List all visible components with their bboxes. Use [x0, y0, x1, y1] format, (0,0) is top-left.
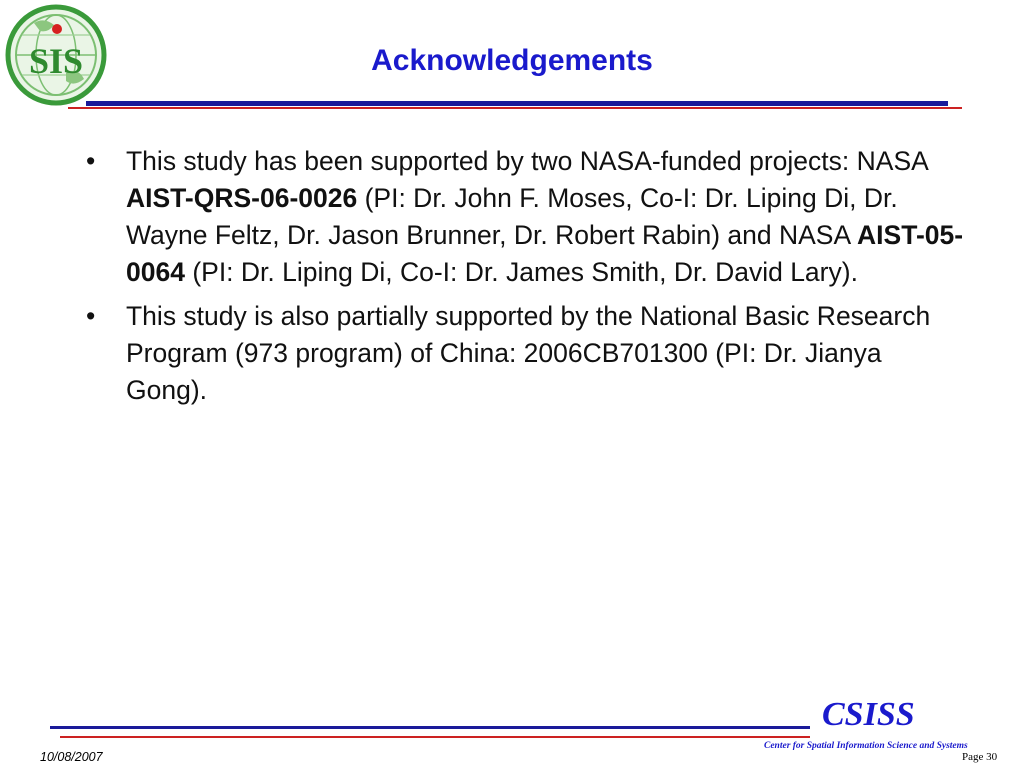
bullet-list — [86, 143, 966, 416]
footer-center-name: Center for Spatial Information Science and Systems — [764, 741, 968, 751]
bullet-text: This study is also partially supported by the National Basic Research Program (973 program) of China: 2006CB701300 (PI: Dr. Jianya Gong). — [126, 301, 931, 405]
bullet-text-bold: AIST-QRS-06-0026 — [126, 183, 358, 213]
title-underline-blue — [86, 101, 948, 106]
footer-brand: CSISS — [822, 696, 915, 733]
slide-title: Acknowledgements — [371, 44, 653, 77]
bullet-dot-icon: • — [86, 301, 96, 331]
bullet-text: This study has been supported by two NASA-funded projects: NASA — [126, 146, 928, 176]
bullet-text-bold: AIST-05-0064 — [126, 220, 964, 287]
title-underline-red — [68, 107, 962, 109]
bullet-item — [86, 143, 966, 291]
footer-rule-blue — [50, 726, 810, 729]
bullet-text: (PI: Dr. Liping Di, Co-I: Dr. James Smith, Dr. David Lary). — [184, 257, 858, 287]
footer-date: 10/08/2007 — [40, 750, 103, 764]
bullet-dot-icon: • — [86, 146, 96, 176]
logo-text: SIS — [28, 41, 84, 81]
footer-page-number: Page 30 — [962, 751, 998, 763]
footer-rule-red — [60, 736, 810, 738]
bullet-text: (PI: Dr. John F. Moses, Co-I: Dr. Liping Di, Dr. Wayne Feltz, Dr. Jason Brunner, Dr. Robert Rabin) and NASA — [126, 183, 898, 250]
bullet-item — [86, 298, 966, 409]
